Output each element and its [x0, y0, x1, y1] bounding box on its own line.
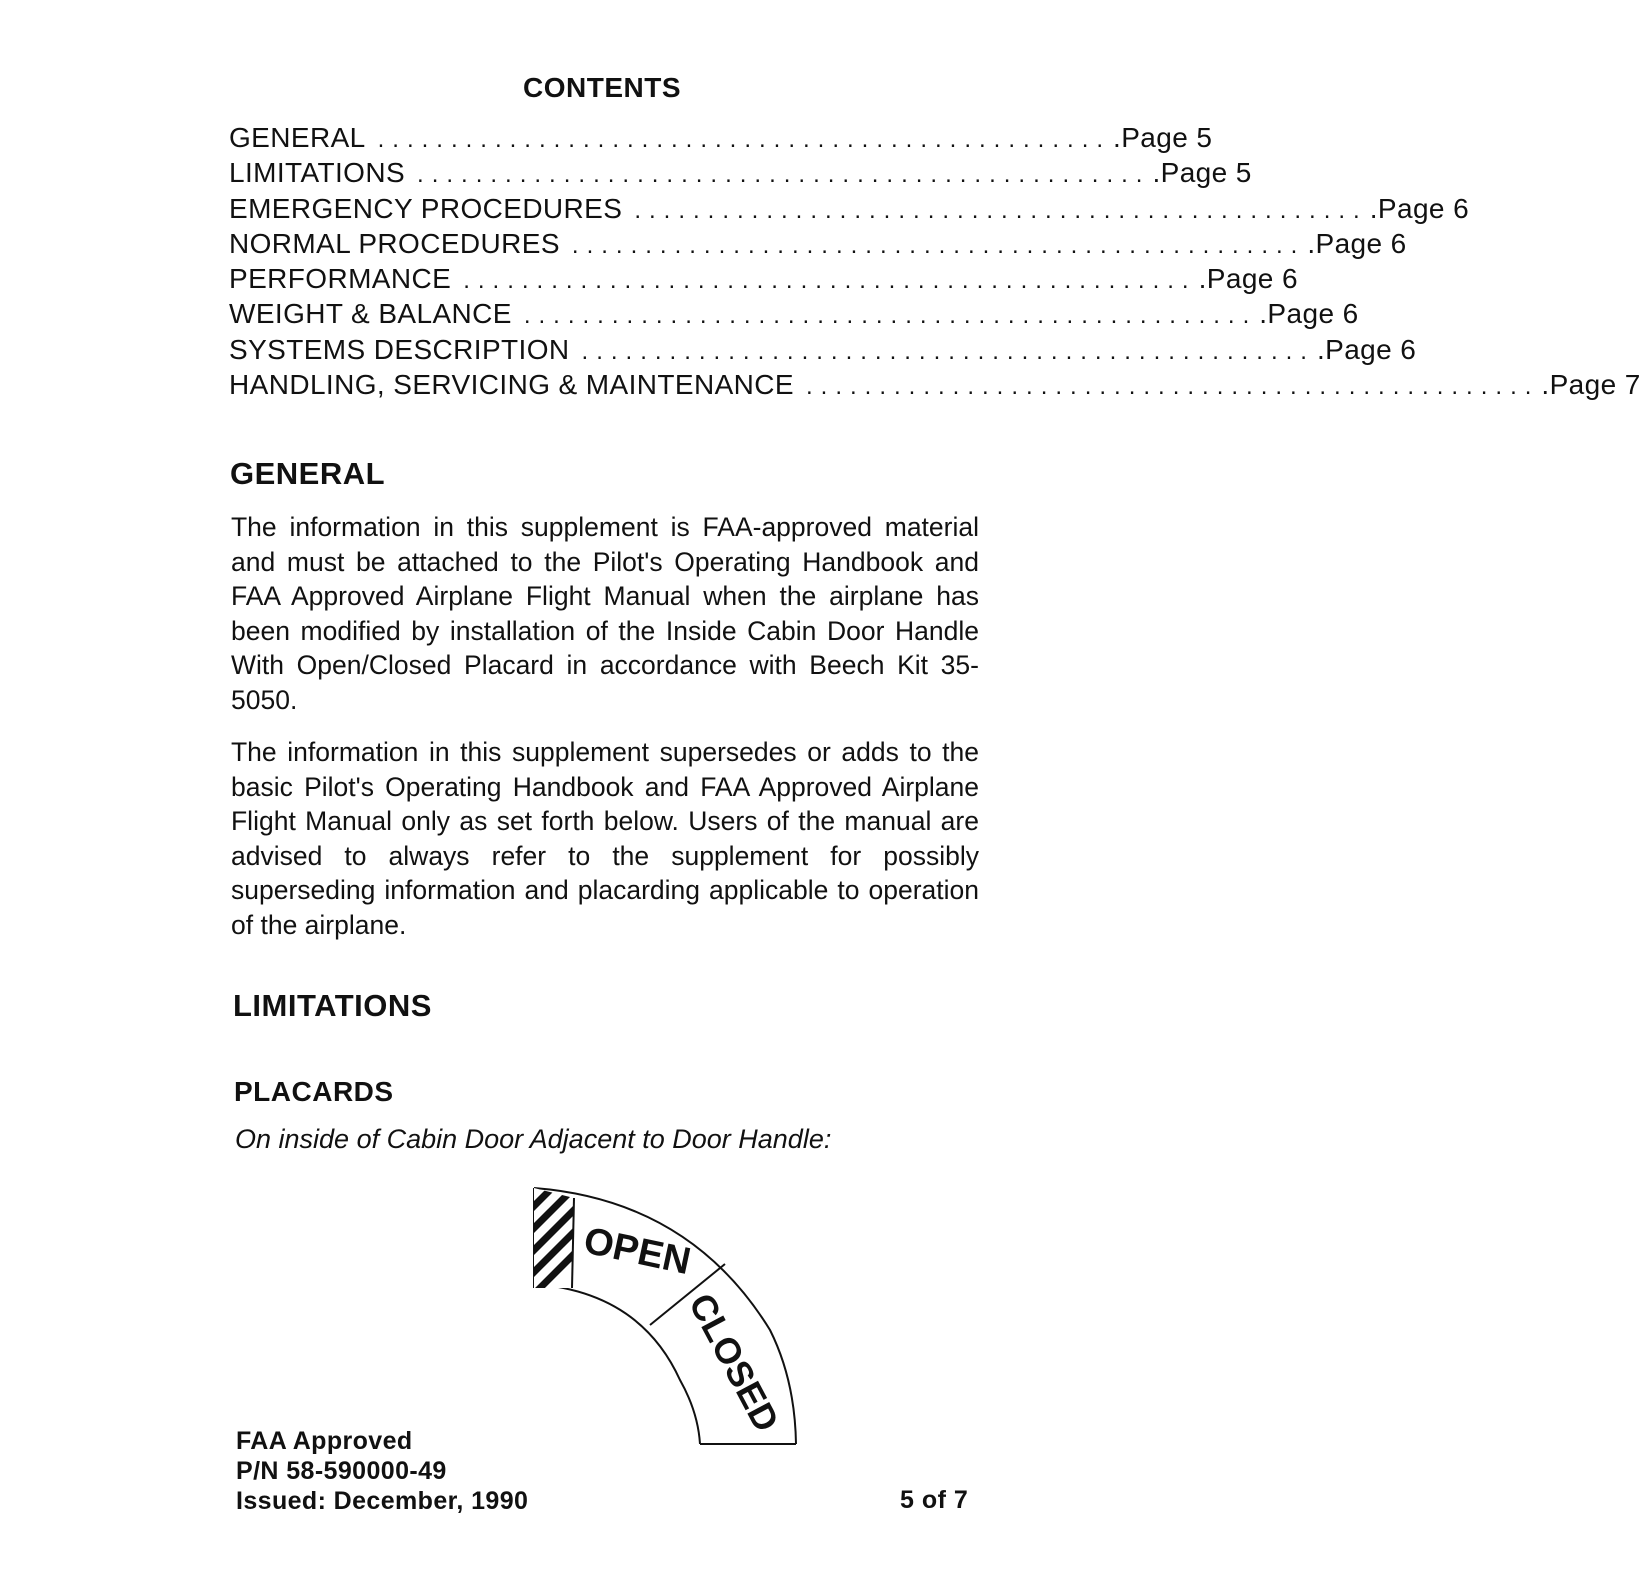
toc-leader-dots: ..................................................: [523, 302, 1258, 330]
placard-location-note: On inside of Cabin Door Adjacent to Door Handle:: [235, 1124, 832, 1154]
limitations-heading: LIMITATIONS: [233, 988, 432, 1023]
toc-entry-label: EMERGENCY PROCEDURES: [229, 192, 623, 224]
toc-entry-page: .Page 6: [1198, 263, 1298, 295]
toc-entry-page: .Page 6: [1316, 333, 1417, 365]
toc-entry-label: SYSTEMS DESCRIPTION: [229, 333, 570, 365]
toc-leader-dots: ..................................................: [463, 267, 1197, 295]
toc-entry-label: LIMITATIONS: [229, 157, 406, 189]
toc-entry: [229, 369, 1641, 404]
toc-leader-dots: ..................................................: [377, 126, 1112, 153]
toc-entry: [229, 298, 1359, 333]
toc-entry: [229, 192, 1470, 228]
toc-entry: [229, 227, 1407, 263]
toc-entry-page: .Page 5: [1113, 122, 1213, 153]
footer-approval-block: [236, 1426, 528, 1516]
toc-leader-dots: ..................................................: [571, 231, 1306, 259]
general-paragraph-2: The information in this supplement supersedes or adds to the basic Pilot's Operating Handbook and FAA Approved Airplane Flight Manual only as set forth below. Users of the manual are advised to always refer to the supplement for possibly superseding information and placarding applicable to operation of the airplane.: [231, 737, 979, 940]
toc-leader-dots: ..................................................: [634, 196, 1368, 224]
general-heading: GENERAL: [230, 456, 386, 491]
placard-closed-label: CLOSED: [680, 1286, 788, 1439]
toc-leader-dots: ..................................................: [581, 337, 1315, 365]
toc-entry-page: .Page 7: [1541, 369, 1641, 401]
toc-entry-page: .Page 6: [1259, 298, 1359, 330]
toc-entry: [229, 333, 1417, 369]
toc-entry-label: GENERAL: [229, 122, 366, 153]
toc-entry: [229, 263, 1298, 298]
toc-entry-page: .Page 5: [1152, 157, 1252, 189]
placard-open-label: OPEN: [580, 1219, 695, 1284]
table-of-contents: [229, 122, 1641, 404]
toc-leader-dots: ..................................................: [417, 161, 1151, 189]
hatch-block-icon: [520, 1160, 580, 1308]
toc-leader-dots: ..................................................: [806, 373, 1540, 401]
footer-approval: FAA Approved: [236, 1427, 413, 1455]
toc-entry-page: .Page 6: [1369, 192, 1470, 224]
toc-entry-label: NORMAL PROCEDURES: [229, 227, 560, 259]
page-number: 5 of 7: [900, 1486, 969, 1514]
toc-entry-label: PERFORMANCE: [229, 263, 452, 295]
general-paragraph-1: The information in this supplement is FAA-approved material and must be attached to the Pilot's Operating Handbook and FAA Approved Airplane Flight Manual when the airplane has been modified by installation of the Inside Cabin Door Handle With Open/Closed Placard in accordance with Beech Kit 35-5050.: [231, 512, 979, 715]
contents-title: CONTENTS: [523, 72, 681, 103]
open-closed-placard-illustration: [520, 1180, 820, 1460]
footer-part-number: P/N 58-590000-49: [236, 1457, 447, 1485]
footer-issued-date: Issued: December, 1990: [236, 1487, 529, 1515]
toc-entry: [229, 122, 1213, 157]
toc-entry-page: .Page 6: [1307, 227, 1407, 259]
placards-heading: PLACARDS: [234, 1076, 394, 1107]
toc-entry-label: WEIGHT & BALANCE: [229, 298, 512, 330]
placard-inner-arc: [534, 1284, 700, 1444]
toc-entry: [229, 157, 1252, 192]
toc-entry-label: HANDLING, SERVICING & MAINTENANCE: [229, 369, 794, 401]
